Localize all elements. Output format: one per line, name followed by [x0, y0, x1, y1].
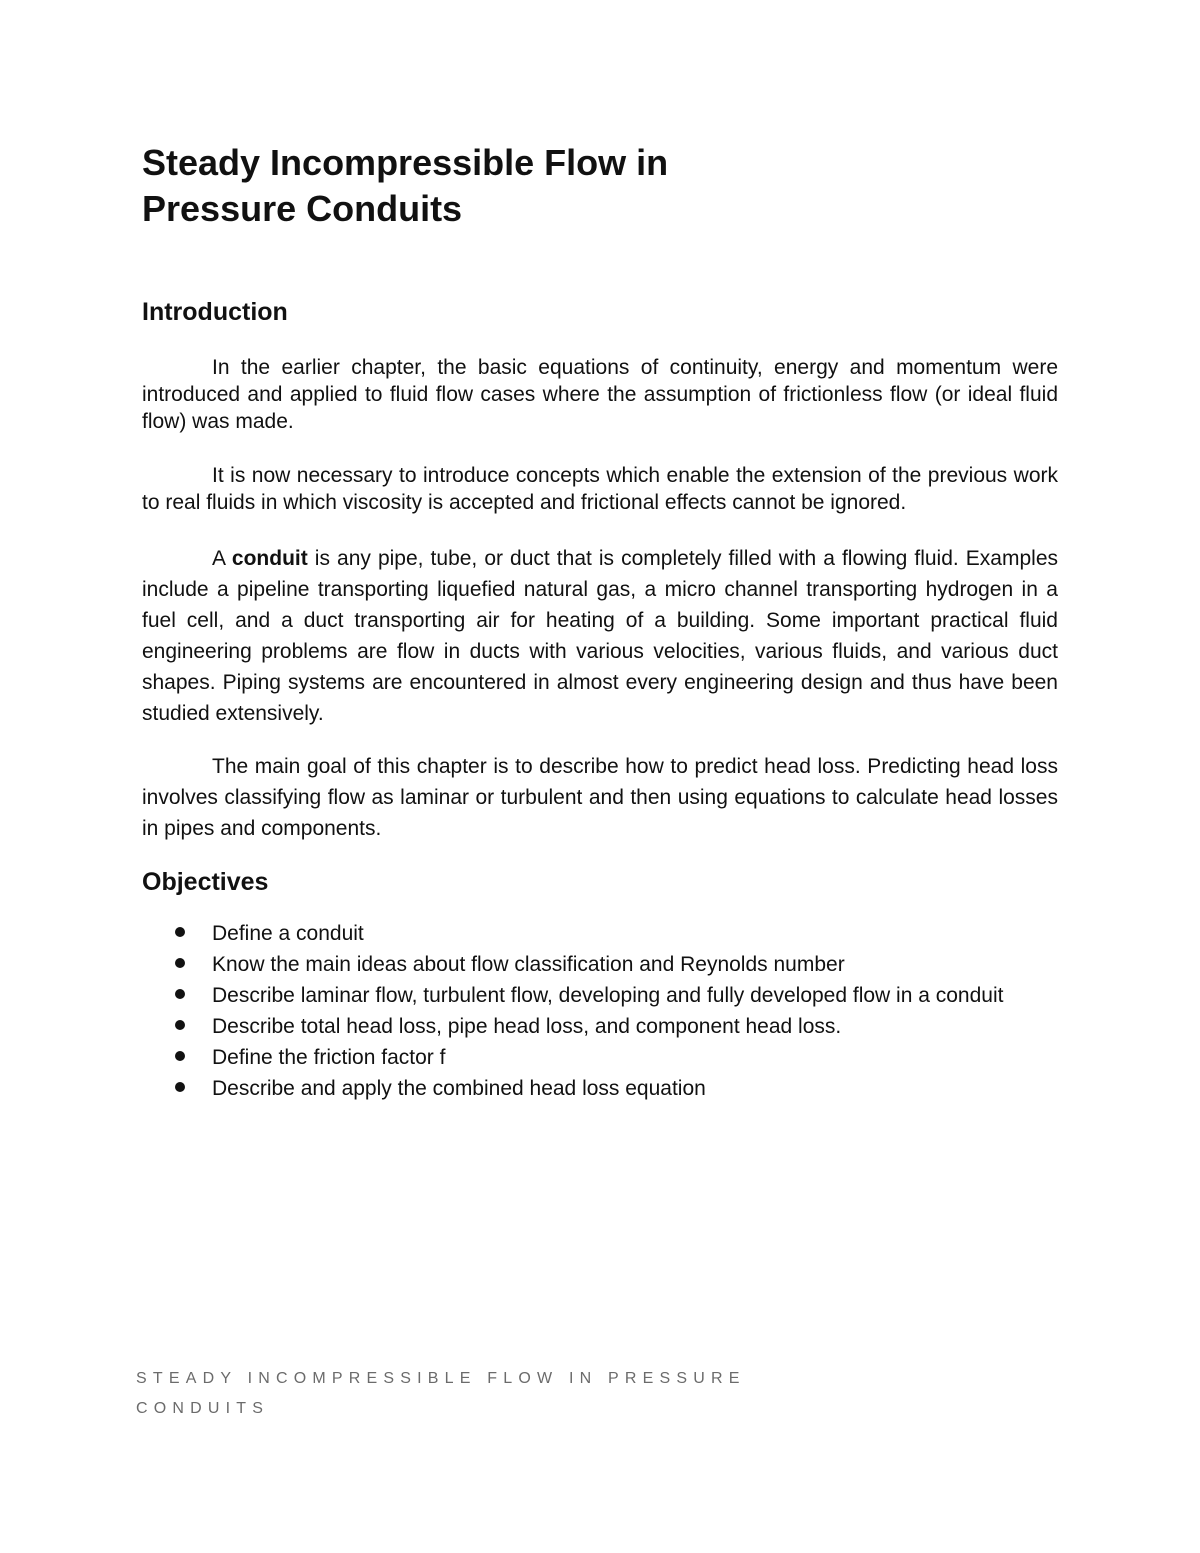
- document-title: [142, 140, 1058, 232]
- objective-text: Describe and apply the combined head loss equation: [212, 1077, 706, 1100]
- conduit-term: conduit: [231, 547, 308, 570]
- objective-item: [142, 980, 1022, 1011]
- bullet-icon: [175, 927, 185, 937]
- intro-paragraph-4: The main goal of this chapter is to describe how to predict head loss. Predicting head loss involves classifying flow as laminar or turbulent and then using equations to calculate head losses in pipes and components.: [142, 755, 1058, 840]
- objective-item: [142, 949, 1022, 980]
- page-footer: STEADY INCOMPRESSIBLE FLOW IN PRESSURE CONDUITS: [136, 1370, 746, 1417]
- bullet-icon: [175, 989, 185, 999]
- objective-item: [142, 1042, 1022, 1073]
- introduction-heading: Introduction: [142, 298, 288, 326]
- objective-text: Know the main ideas about flow classification and Reynolds number: [212, 953, 845, 976]
- objectives-heading: Objectives: [142, 868, 269, 896]
- conduit-definition: is any pipe, tube, or duct that is completely filled with a flowing fluid. Examples include a pipeline transporting liquefied natural gas, a micro channel transporting hydrogen in a fuel cell, and a duct transporting air for heating of a building. Some important practical fluid engineering problems are flow in ducts with various velocities, various fluids, and various duct shapes. Piping systems are encountered in almost every engineering design and thus have been studied extensively.: [142, 547, 1058, 725]
- intro-paragraph-3: [142, 543, 1058, 729]
- title-line-1: Steady Incompressible Flow in: [142, 142, 669, 183]
- objective-text: Describe total head loss, pipe head loss, and component head loss.: [212, 1015, 842, 1038]
- document-content: [142, 140, 1058, 1104]
- objective-item: [142, 1011, 1022, 1042]
- conduit-prefix: A: [212, 547, 232, 570]
- bullet-icon: [175, 1051, 185, 1061]
- objective-item: [142, 918, 1022, 949]
- objectives-list: [142, 918, 1022, 1104]
- objective-text: Define a conduit: [212, 922, 364, 945]
- intro-paragraph-1: In the earlier chapter, the basic equations of continuity, energy and momentum were introduced and applied to fluid flow cases where the assumption of frictionless flow (or ideal fluid flow) was made.: [142, 356, 1058, 433]
- intro-paragraph-2: It is now necessary to introduce concepts which enable the extension of the previous work to real fluids in which viscosity is accepted and frictional effects cannot be ignored.: [142, 464, 1058, 514]
- objective-text: Define the friction factor f: [212, 1046, 446, 1069]
- bullet-icon: [175, 1020, 185, 1030]
- objective-item: [142, 1073, 1022, 1104]
- bullet-icon: [175, 958, 185, 968]
- bullet-icon: [175, 1082, 185, 1092]
- title-line-2: Pressure Conduits: [142, 188, 463, 229]
- objective-text: Describe laminar flow, turbulent flow, developing and fully developed flow in a conduit: [212, 984, 1004, 1007]
